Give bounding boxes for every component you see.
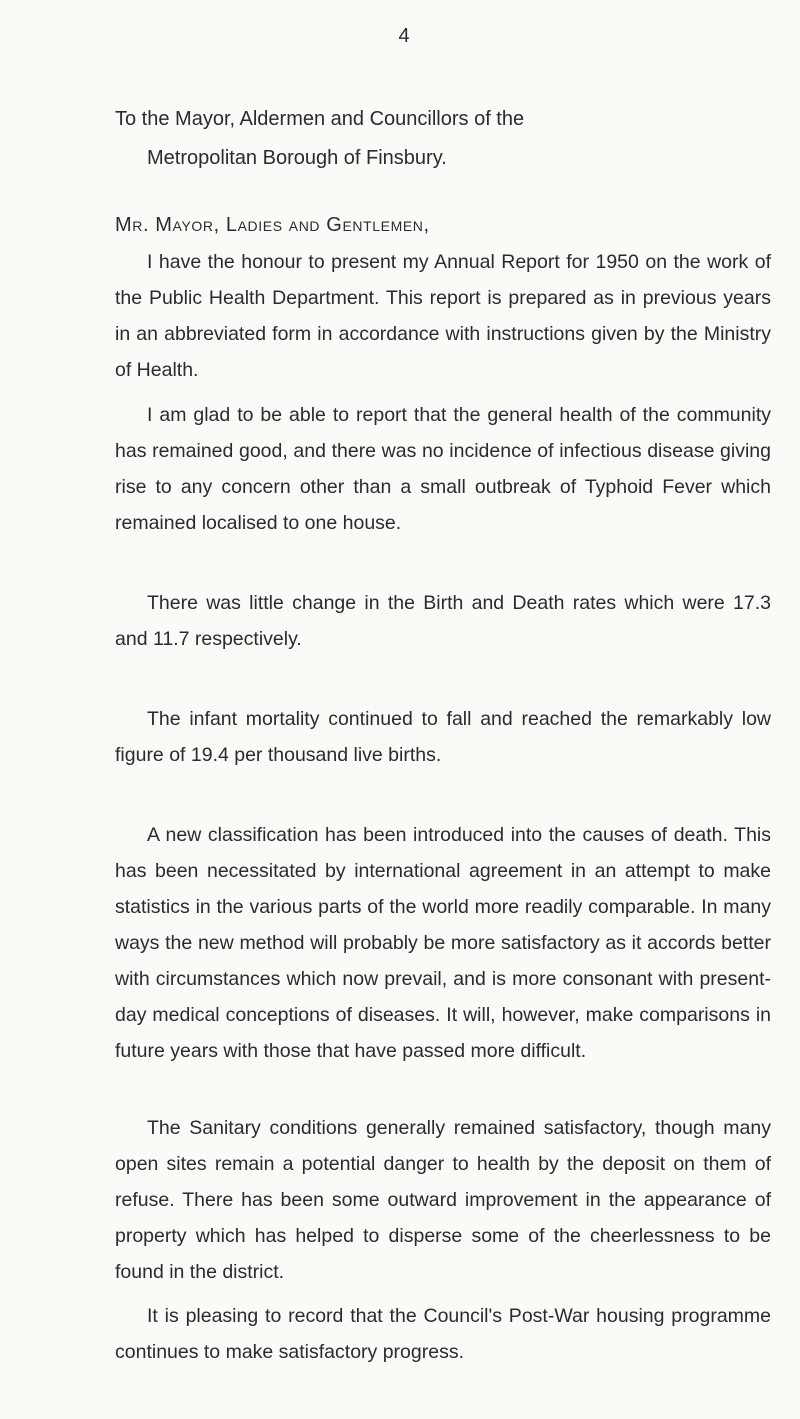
page-number: 4 — [398, 25, 410, 47]
paragraph-general-health: I am glad to be able to report that the general health of the community has remained good, and there was no incidence of infectious disease giving rise to any concern other than a small outbreak of Typhoid Fever which remained localised to one house. — [115, 404, 771, 534]
address-line-1: To the Mayor, Aldermen and Councillors of the — [115, 108, 525, 130]
paragraph-annual-report: I have the honour to present my Annual Report for 1950 on the work of the Public Health Department. This report is prepared as in previous years in an abbreviated form in accordance with instructions given by the Ministry of Health. — [115, 251, 771, 381]
paragraph-new-classification: A new classification has been introduced into the causes of death. This has been necessitated by international agreement in an attempt to make statistics in the various parts of the world more readily comparable. In many ways the new method will probably be more satisfactory as it accords better with circumstances which now prevail, and is more consonant with present-day medical conceptions of diseases. It will, however, make comparisons in future years with those that have passed more difficult. — [115, 824, 771, 1062]
salutation — [115, 212, 430, 238]
paragraph-birth-death-rates: There was little change in the Birth and Death rates which were 17.3 and 11.7 respectively. — [115, 592, 771, 650]
paragraph-sanitary-conditions: The Sanitary conditions generally remained satisfactory, though many open sites remain a potential danger to health by the deposit on them of refuse. There has been some outward improvement in the appearance of property which has helped to disperse some of the cheerlessness to be found in the district. — [115, 1117, 771, 1283]
paragraph-infant-mortality: The infant mortality continued to fall and reached the remarkably low figure of 19.4 per thousand live births. — [115, 708, 771, 766]
paragraph-housing-programme: It is pleasing to record that the Council's Post-War housing programme continues to make satisfactory progress. — [115, 1305, 771, 1363]
address-line-2: Metropolitan Borough of Finsbury. — [147, 147, 447, 169]
salutation-text: Mr. Mayor, Ladies and Gentlemen, — [115, 214, 430, 236]
